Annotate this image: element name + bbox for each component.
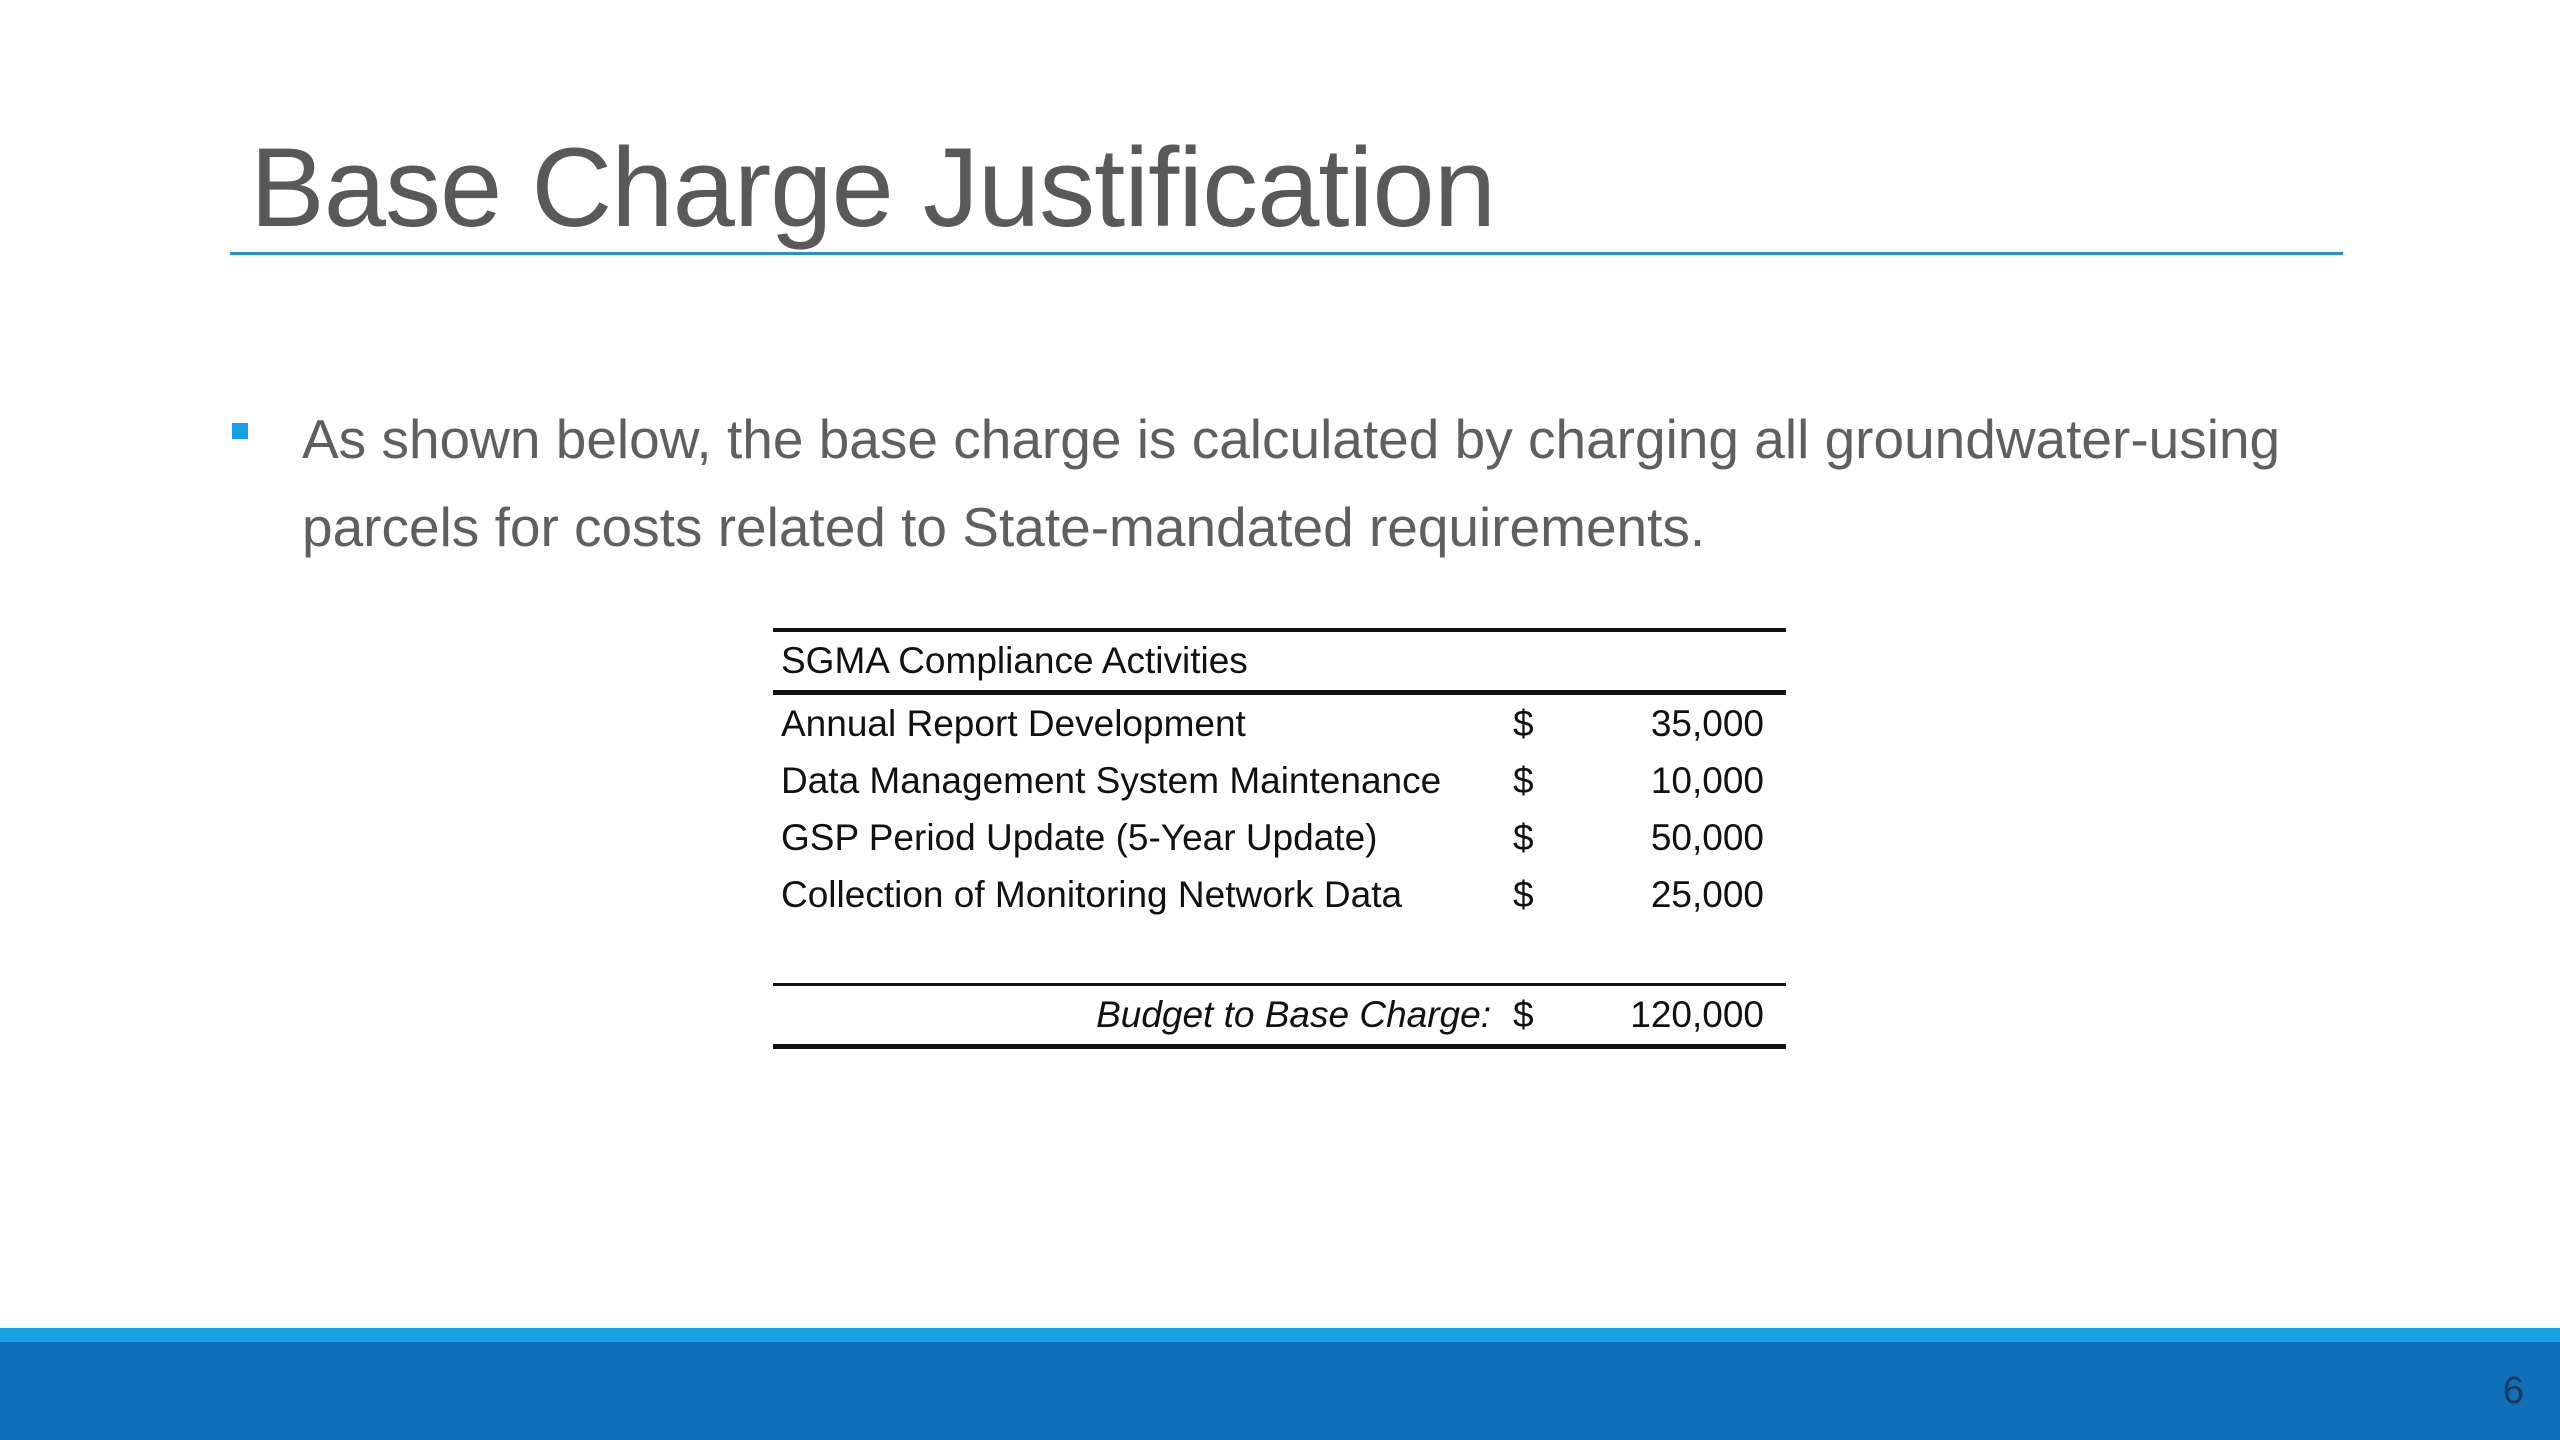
row-currency: $ — [1513, 816, 1534, 858]
table-header: SGMA Compliance Activities — [773, 630, 1786, 693]
row-label: Annual Report Development — [781, 702, 1246, 744]
row-label: Data Management System Maintenance — [781, 759, 1442, 801]
table-row — [773, 752, 1786, 809]
total-label: Budget to Base Charge: — [773, 985, 1505, 1047]
row-currency: $ — [1513, 702, 1534, 744]
budget-table — [773, 628, 1786, 1049]
row-amount: 10,000 — [1650, 759, 1764, 801]
footer-accent-bar — [0, 1328, 2560, 1342]
square-bullet-icon — [232, 423, 248, 439]
footer-bar — [0, 1342, 2560, 1440]
row-amount: 50,000 — [1650, 816, 1764, 858]
row-currency: $ — [1513, 873, 1534, 915]
total-currency: $ — [1505, 985, 1581, 1047]
bullet-text: As shown below, the base charge is calculated by charging all groundwater-using parcels for costs related to State-mandated requirements. — [302, 408, 2281, 558]
row-label: Collection of Monitoring Network Data — [781, 873, 1403, 915]
table-spacer-row — [773, 923, 1786, 985]
title-underline — [230, 252, 2343, 255]
page-number: 6 — [2502, 1370, 2524, 1412]
table-row — [773, 866, 1786, 923]
row-amount: 35,000 — [1650, 702, 1764, 744]
row-label: GSP Period Update (5-Year Update) — [781, 816, 1378, 858]
table-row — [773, 809, 1786, 866]
row-amount: 25,000 — [1650, 873, 1764, 915]
total-amount: 120,000 — [1581, 985, 1786, 1047]
slide-title: Base Charge Justification — [250, 125, 1496, 250]
table-total-row — [773, 985, 1786, 1047]
table-row — [773, 693, 1786, 753]
table-header-row — [773, 630, 1786, 693]
row-currency: $ — [1513, 759, 1534, 801]
